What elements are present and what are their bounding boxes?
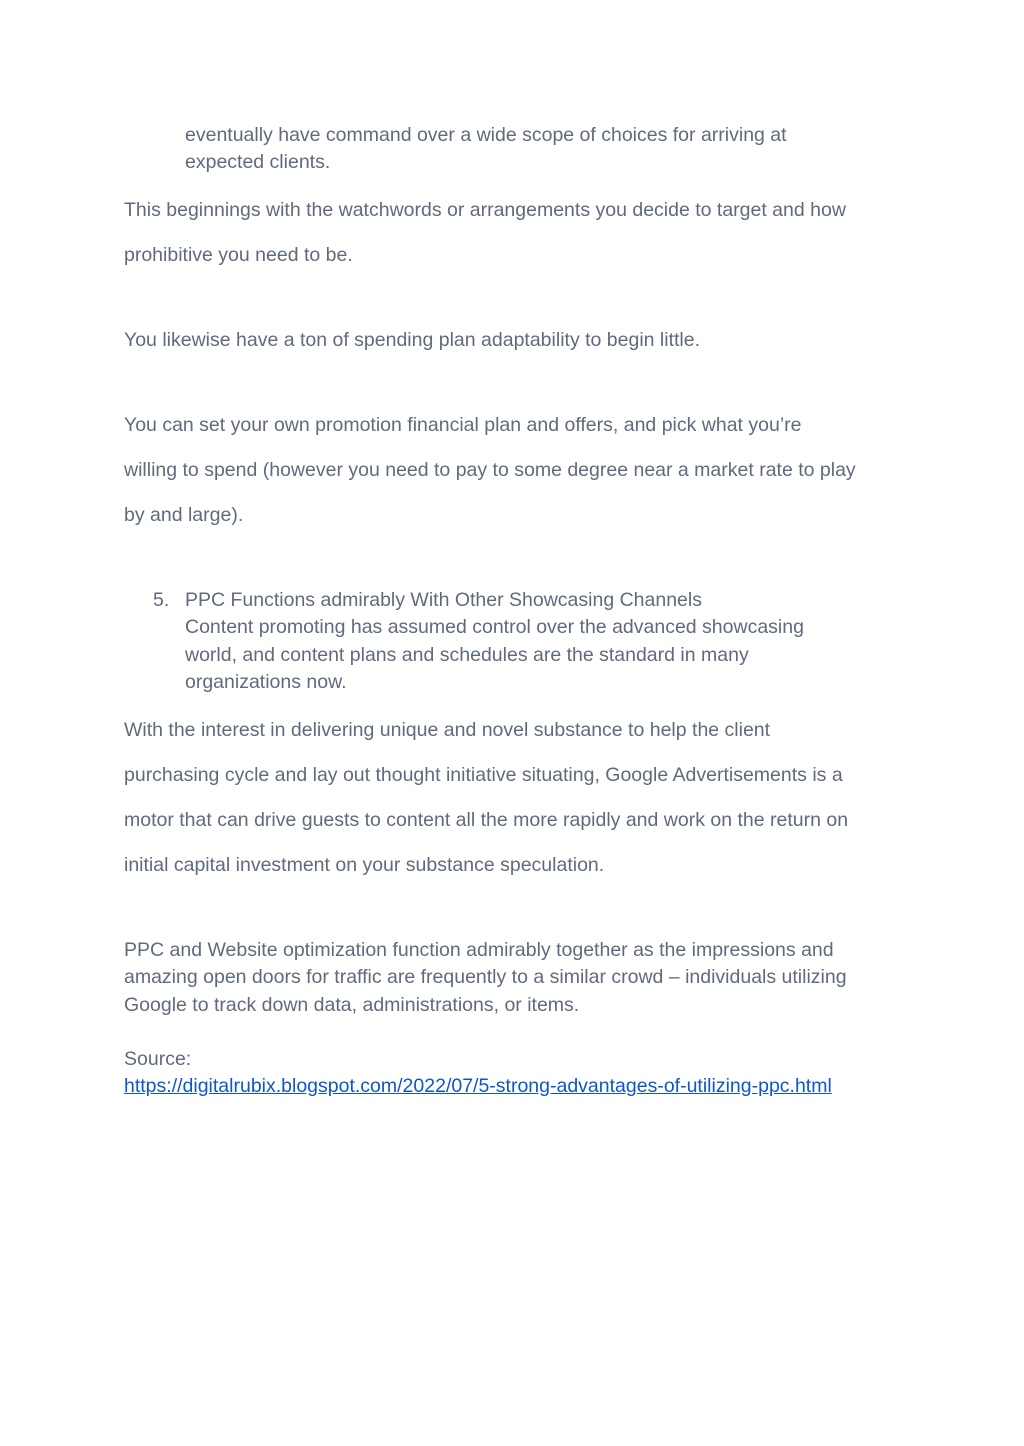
list-item-heading: PPC Functions admirably With Other Showcasing Channels [185, 589, 702, 611]
text-line: With the interest in delivering unique and novel substance to help the client [124, 719, 771, 741]
text-line: This beginnings with the watchwords or arrangements you decide to target and how [124, 199, 846, 221]
list-item-body [185, 587, 804, 696]
text-line: Content promoting has assumed control over the advanced showcasing [185, 616, 804, 639]
paragraph-interest [124, 708, 848, 888]
source-block [124, 1046, 832, 1101]
text-line: willing to spend (however you need to pay to some degree near a market rate to play [124, 459, 856, 481]
text-line: motor that can drive guests to content all the more rapidly and work on the return on [124, 809, 849, 831]
text-line: by and large). [124, 504, 244, 526]
text-line: prohibitive you need to be. [124, 244, 353, 266]
text-line: world, and content plans and schedules are the standard in many [185, 643, 749, 666]
source-label: Source: [124, 1048, 192, 1070]
paragraph-budget [124, 318, 700, 363]
paragraph-keywords [124, 188, 846, 278]
text-line: eventually have command over a wide scope of choices for arriving at [185, 124, 787, 146]
text-line: purchasing cycle and lay out thought initiative situating, Google Advertisements is a [124, 764, 843, 786]
text-line: organizations now. [185, 670, 347, 693]
text-line: You can set your own promotion financial plan and offers, and pick what you’re [124, 414, 802, 436]
text-line: initial capital investment on your substance speculation. [124, 854, 605, 876]
list-item-continuation [185, 122, 787, 177]
text-line: expected clients. [185, 151, 331, 174]
paragraph-seo [124, 937, 847, 1019]
text-line: PPC and Website optimization function admirably together as the impressions and [124, 939, 834, 961]
text-line: Google to track down data, administrations, or items. [124, 993, 580, 1016]
paragraph-offers [124, 403, 856, 538]
text-line: You likewise have a ton of spending plan adaptability to begin little. [124, 329, 701, 351]
text-line: amazing open doors for traffic are frequently to a similar crowd – individuals utilizing [124, 966, 847, 989]
source-link[interactable]: https://digitalrubix.blogspot.com/2022/07/5-strong-advantages-of-utilizing-ppc.html [124, 1075, 832, 1098]
list-number: 5. [153, 589, 170, 611]
